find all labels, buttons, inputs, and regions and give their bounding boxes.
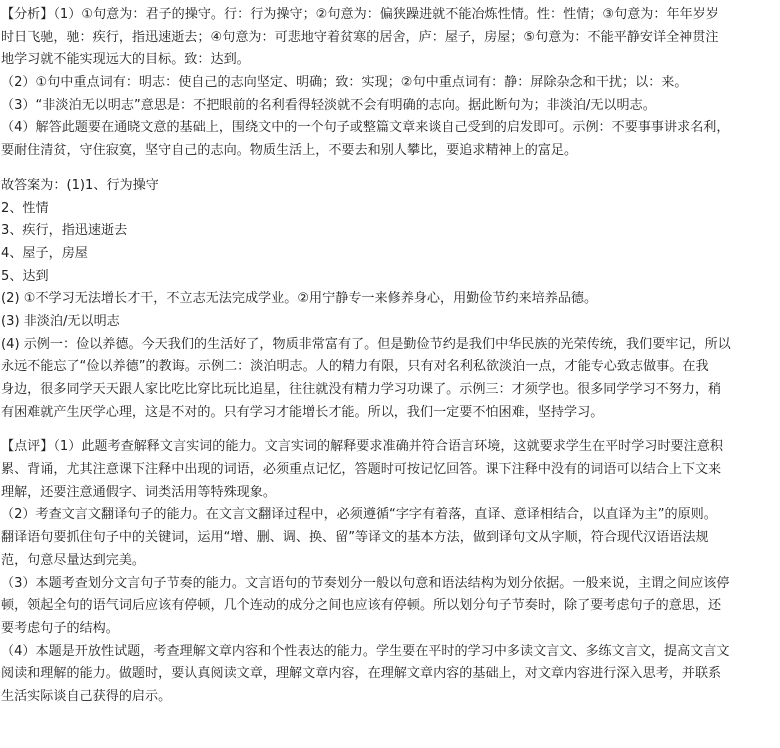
section-spacer [1, 163, 780, 175]
review-section [1, 436, 780, 708]
answer-line: (3) 非淡泊/无以明志 [1, 313, 120, 329]
answer-line: 身边，很多同学天天跟人家比吃比穿比玩比追星，往往就没有精力学习功课了。示例三：才须学也。很多同学学习不努力，稍 [1, 382, 722, 397]
review-line: 翻译语句要抓住句子中的关键词，运用“增、删、调、换、留”等译文的基本方法，做到译句文从字顺，符合现代汉语语法规 [1, 530, 709, 546]
review-line: 要考虑句子的结构。 [1, 620, 119, 636]
answer-line: 有困难就产生厌学心理，这是不对的。只有学习才能增长才能。所以，我们一定要不怕困难，坚持学习。 [1, 404, 604, 420]
section-spacer [1, 424, 780, 436]
analysis-line: （2）①句中重点词有：明志：使自己的志向坚定、明确；致：实现；②句中重点词有：静：屏除杂念和干扰；以：来。 [1, 75, 688, 91]
answer-line: 故答案为：(1)1、行为操守 [1, 177, 159, 193]
review-line: 范，句意尽量达到完美。 [1, 552, 146, 568]
review-line: 累、背诵，尤其注意课下注释中出现的词语，必须重点记忆，答题时可按记忆回答。课下注释中没有的词语可以结合上下文来 [1, 462, 722, 478]
answer-section [1, 175, 780, 425]
answer-line: (4) 示例一：俭以养德。今天我们的生活好了，物质非常富有了。但是勤俭节约是我们中华民族的光荣传统，我们要牢记，所以 [1, 336, 731, 352]
analysis-line: 【分析】（1）①句意为：君子的操守。行：行为操守；②句意为：偏狭躁进就不能冶炼性情。性：性情；③句意为：年年岁岁 [1, 7, 719, 22]
analysis-line: （4）解答此题要在通晓文意的基础上，围绕文中的一个句子或整篇文章来谈自己受到的启发即可。示例：不要事事讲求名利， [1, 120, 730, 136]
answer-line: 永远不能忘了“俭以养德”的教诲。示例二：淡泊明志。人的精力有限，只有对名利私欲淡泊一点，才能专心致志做事。在我 [1, 359, 709, 375]
answer-line: 4、屋子，房屋 [1, 245, 88, 261]
review-line: 【点评】（1）此题考查解释文言实词的能力。文言实词的解释要求准确并符合语言环境，这就要求学生在平时学习时要注意积 [1, 439, 723, 455]
review-line: （4）本题是开放性试题，考查理解文章内容和个性表达的能力。学生要在平时的学习中多读文言文、多练文言文，提高文言文 [1, 643, 730, 659]
answer-line: 5、达到 [1, 268, 49, 284]
review-line: 理解，还要注意通假字、词类活用等特殊现象。 [1, 484, 276, 500]
review-line: （3）本题考查划分文言句子节奏的能力。文言语句的节奏划分一般以句意和语法结构为划分依据。一般来说，主谓之间应该停 [1, 575, 730, 591]
answer-line: 3、疾行，指迅速逝去 [1, 223, 128, 239]
analysis-line: （3）“非淡泊无以明志”意思是：不把眼前的名利看得轻淡就不会有明确的志向。据此断句为；非淡泊/无以明志。 [1, 97, 656, 113]
answer-line: (2) ①不学习无法增长才干，不立志无法完成学业。②用宁静专一来修养身心，用勤俭节约来培养品德。 [1, 291, 598, 307]
review-line: 阅读和理解的能力。做题时，要认真阅读文章，理解文章内容，在理解文章内容的基础上，对文章内容进行深入思考，并联系 [1, 666, 722, 682]
review-line: 生活实际谈自己获得的启示。 [1, 688, 172, 704]
analysis-section [1, 4, 780, 163]
analysis-line: 要耐住清贫，守住寂寞，坚守自己的志向。物质生活上，不要去和别人攀比，要追求精神上的富足。 [1, 143, 578, 159]
analysis-line: 时日飞驰，驰：疾行，指迅速逝去；④句意为：可悲地守着贫寒的居舍，庐：屋子，房屋；⑤句意为：不能平静安详全神贯注 [1, 29, 719, 45]
review-line: （2）考查文言文翻译句子的能力。在文言文翻译过程中，必须遵循“字字有着落，直译、意译相结合，以直译为主”的原则。 [1, 507, 717, 523]
answer-line: 2、性情 [1, 200, 49, 216]
review-line: 顿，领起全句的语气词后应该有停顿，几个连动的成分之间也应该有停顿。所以划分句子节奏时，除了要考虑句子的意思，还 [1, 598, 722, 614]
analysis-line: 地学习就不能实现远大的目标。致：达到。 [1, 52, 250, 68]
